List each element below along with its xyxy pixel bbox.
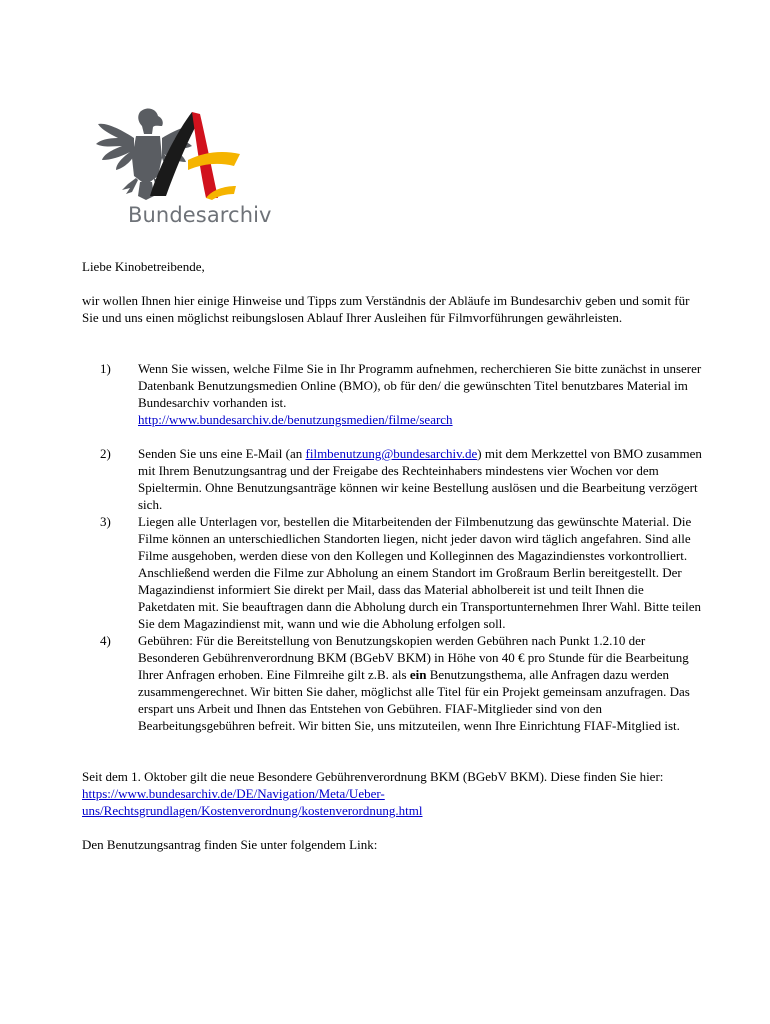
- list-item-number: 3): [100, 514, 111, 529]
- bundesarchiv-logo: [92, 100, 282, 235]
- eagle-and-a-icon: [92, 100, 282, 210]
- list-item-text: Wenn Sie wissen, welche Filme Sie in Ihr Programm aufnehmen, recherchieren Sie bitte zunächst in unserer Datenbank Benutzungsmedien Online (BMO), ob für den/ die gewünschten Titel benutzbares Material im Bundesarchiv vorhanden ist.: [138, 361, 702, 410]
- list-item-text: Liegen alle Unterlagen vor, bestellen die Mitarbeitenden der Filmbenutzung das gewünschte Material. Die Filme können an unterschiedlichen Standorten liegen, nicht jeder davon wird täglich angefahren. Sind alle Filme ausgehoben, werden diese von den Kollegen und Kolleginnen des Magazindienstes vorkontrolliert. Anschließend werden die Filme zur Abholung an einem Standort im Großraum Berlin bereitgestellt. Der Magazindienst informiert Sie direkt per Mail, dass das Material abholbereit ist und teilt Ihnen die Paketdaten mit. Sie beauftragen dann die Abholung durch ein Transportunternehmen Ihrer Wahl. Bitte teilen Sie dem Magazindienst mit, wann und wie die Abholung erfolgen soll.: [138, 514, 701, 631]
- list-item: [82, 445, 702, 513]
- ordinance-text: Seit dem 1. Oktober gilt die neue Besondere Gebührenverordnung BKM (BGebV BKM). Diese finden Sie hier:: [82, 769, 664, 784]
- list-item: [82, 360, 702, 428]
- list-item-text: ) mit dem Merkzettel von BMO zusammen mit Ihrem Benutzungsantrag und der Freigabe des Rechteinhabers mindestens vier Wochen vor dem Spieltermin. Ohne Benutzungsanträge können wir keine Bestellung auslösen und die Bearbeitung verzögert sich.: [138, 446, 702, 512]
- list-item: [82, 632, 702, 734]
- application-paragraph: Den Benutzungsantrag finden Sie unter folgendem Link:: [82, 837, 378, 852]
- list-item-text: Senden Sie uns eine E-Mail (an: [138, 446, 306, 461]
- numbered-list: [82, 360, 702, 734]
- logo-wordmark: Bundesarchiv: [128, 203, 272, 227]
- list-item-number: 4): [100, 633, 111, 648]
- list-item-text: Gebühren: Für die Bereitstellung von Benutzungskopien werden Gebühren nach Punkt 1.2.10 der Besonderen Gebührenverordnung BKM (BGebV BKM) in Höhe von 40 € pro Stunde für die Bearbeitung Ihrer Anfragen erhoben. Eine Filmreihe gilt z.B. als: [138, 633, 689, 682]
- bold-word: ein: [409, 667, 427, 682]
- list-item-number: 1): [100, 361, 111, 376]
- bmo-search-link[interactable]: http://www.bundesarchiv.de/benutzungsmedien/filme/search: [138, 412, 453, 427]
- ordinance-link[interactable]: https://www.bundesarchiv.de/DE/Navigation/Meta/Ueber-uns/Rechtsgrundlagen/Kostenverordnung/kostenverordnung.html: [82, 786, 423, 818]
- email-link[interactable]: filmbenutzung@bundesarchiv.de: [305, 446, 478, 461]
- intro-paragraph: wir wollen Ihnen hier einige Hinweise und Tipps zum Verständnis der Abläufe im Bundesarchiv geben und somit für Sie und uns einen möglichst reibungslosen Ablauf Ihrer Ausleihen für Filmvorführungen gewährleisten.: [82, 293, 690, 325]
- greeting: Liebe Kinobetreibende,: [82, 259, 205, 274]
- ordinance-paragraph: [82, 768, 702, 819]
- list-item-number: 2): [100, 446, 111, 461]
- list-item-text: Benutzungsthema, alle Anfragen dazu werden zusammengerechnet. Wir bitten Sie daher, möglichst alle Titel für ein Projekt gemeinsam anzufragen. Das erspart uns Arbeit und Ihnen das Entstehen von Gebühren. FIAF-Mitglieder sind von den Bearbeitungsgebühren befreit. Wir bitten Sie, uns mitzuteilen, wenn Ihre Einrichtung FIAF-Mitglied ist.: [138, 667, 690, 733]
- letter-body: [82, 258, 702, 853]
- list-item: [82, 513, 702, 632]
